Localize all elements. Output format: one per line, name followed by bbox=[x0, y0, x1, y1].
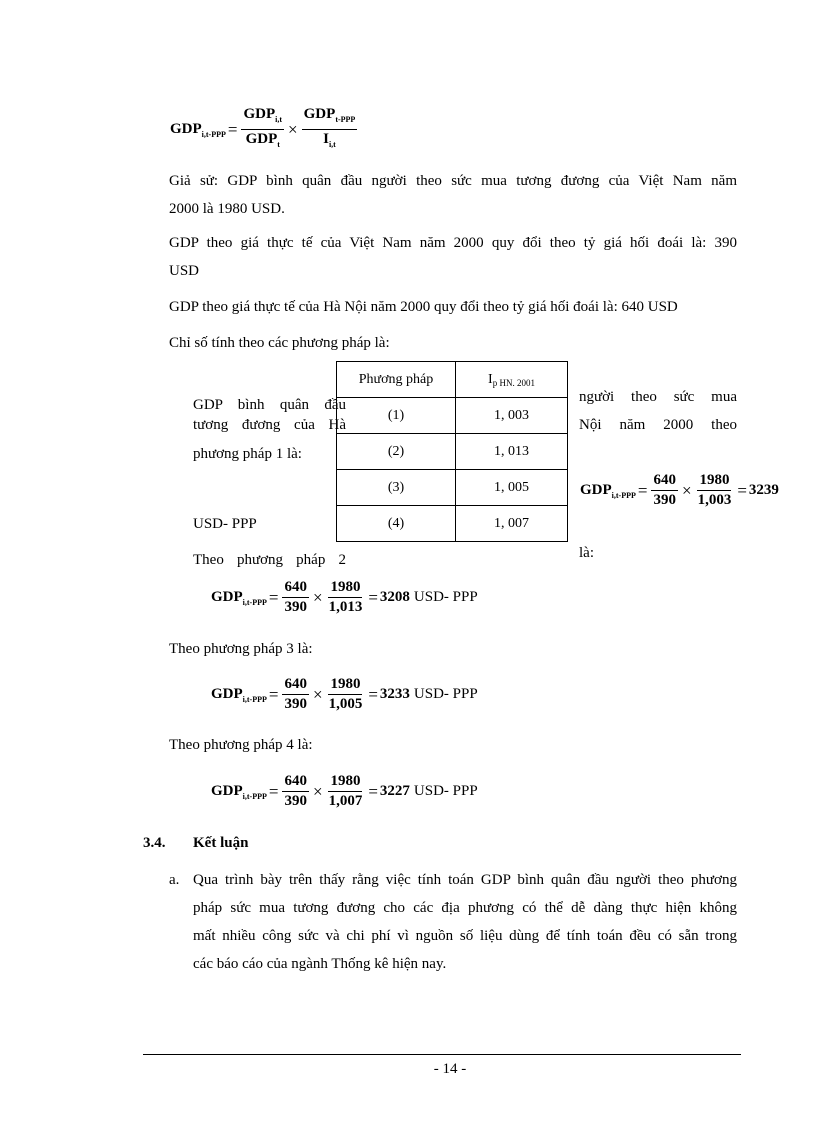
formula-lhs: $GDP_{i,t-PPP}$ bbox=[170, 120, 226, 139]
wrap-left-5: USD- PPP bbox=[193, 516, 257, 532]
formula-method-4: $GDP_{i,t-PPP}$ = $\frac{640}{390}$ × $\frac{1980}{1,007}$ = 3227 USD- PPP bbox=[211, 773, 478, 809]
table-cell: 1, 007 bbox=[456, 506, 568, 542]
item-a-line1: Qua trình bày trên thấy rằng việc tính toán GDP bình quân đầu người theo phương bbox=[193, 872, 737, 888]
index-table bbox=[336, 361, 568, 542]
formula-general: $GDP_{i,t-PPP}$ = $\frac{GDP_{i,t}}{GDP_t}$ × $\frac{GDP_{t-PPP}}{I_{i,t}}$ bbox=[170, 106, 359, 153]
formula-method-2: $GDP_{i,t-PPP}$ = $\frac{640}{390}$ × $\frac{1980}{1,013}$ = 3208 USD- PPP bbox=[211, 579, 478, 615]
wrap-left-1: GDP bình quân đầu bbox=[193, 397, 346, 413]
table-row bbox=[337, 434, 568, 470]
fraction-1: $\frac{GDP_{i,t}}{GDP_t}$ bbox=[243, 106, 283, 149]
table-cell: (1) bbox=[337, 398, 456, 434]
table-row bbox=[337, 398, 568, 434]
table-cell: 1, 005 bbox=[456, 470, 568, 506]
table-row bbox=[337, 506, 568, 542]
method3-label: Theo phương pháp 3 là: bbox=[169, 641, 313, 657]
table-cell: (4) bbox=[337, 506, 456, 542]
item-a-line4: các báo cáo của ngành Thống kê hiện nay. bbox=[193, 956, 447, 972]
result-method-1: 3239 bbox=[748, 482, 779, 498]
header-method: Phương pháp bbox=[337, 362, 456, 398]
wrap-right-1: người theo sức mua bbox=[579, 389, 737, 405]
para1-line1: Giả sử: GDP bình quân đầu người theo sức mua tương đương của Việt Nam năm bbox=[169, 173, 737, 189]
table-cell: 1, 003 bbox=[456, 398, 568, 434]
table-cell: (2) bbox=[337, 434, 456, 470]
wrap-left-6: Theo phương pháp 2 bbox=[193, 552, 346, 568]
formula-method-3: $GDP_{i,t-PPP}$ = $\frac{640}{390}$ × $\frac{1980}{1,005}$ = 3233 USD- PPP bbox=[211, 676, 478, 712]
item-a-marker: a. bbox=[169, 872, 180, 888]
para3: GDP theo giá thực tế của Hà Nội năm 2000 quy đổi theo tỷ giá hối đoái là: 640 USD bbox=[169, 299, 678, 315]
table-cell: 1, 013 bbox=[456, 434, 568, 470]
wrap-left-3: phương pháp 1 là: bbox=[193, 446, 302, 462]
method4-label: Theo phương pháp 4 là: bbox=[169, 737, 313, 753]
fraction-2: $\frac{GDP_{t-PPP}}{I_{i,t}}$ bbox=[303, 106, 356, 149]
formula-method-1: $GDP_{i,t-PPP}$ = $\frac{640}{390}$ × $\frac{1980}{1,003}$ = 3239 bbox=[580, 472, 779, 508]
item-a-line2: pháp sức mua tương đương cho các địa phương có thể dễ dàng thực hiện không bbox=[193, 900, 737, 916]
item-a-line3: mất nhiều công sức và chi phí vì nguồn số liệu dùng để tính toán đều có sẵn trong bbox=[193, 928, 737, 944]
footer-rule bbox=[143, 1054, 741, 1055]
page-number: - 14 - bbox=[433, 1061, 467, 1077]
header-index: $I_{p HN. 2001}$ bbox=[456, 362, 568, 398]
table-header-row bbox=[337, 362, 568, 398]
section-number: 3.4. bbox=[143, 835, 166, 851]
wrap-left-2: tương đương của Hà bbox=[193, 417, 346, 433]
para4: Chỉ số tính theo các phương pháp là: bbox=[169, 335, 390, 351]
section-title: Kết luận bbox=[193, 835, 249, 851]
para2-line1: GDP theo giá thực tế của Việt Nam năm 2000 quy đổi theo tỷ giá hối đoái là: 390 bbox=[169, 235, 737, 251]
para1-line2: 2000 là 1980 USD. bbox=[169, 201, 285, 217]
wrap-right-6: là: bbox=[579, 545, 594, 561]
result-method-2: 3208 bbox=[379, 589, 410, 605]
para2-line2: USD bbox=[169, 263, 200, 279]
wrap-right-2: Nội năm 2000 theo bbox=[579, 417, 737, 433]
table-cell: (3) bbox=[337, 470, 456, 506]
result-method-4: 3227 bbox=[379, 783, 410, 799]
result-method-3: 3233 bbox=[379, 686, 410, 702]
table-row bbox=[337, 470, 568, 506]
